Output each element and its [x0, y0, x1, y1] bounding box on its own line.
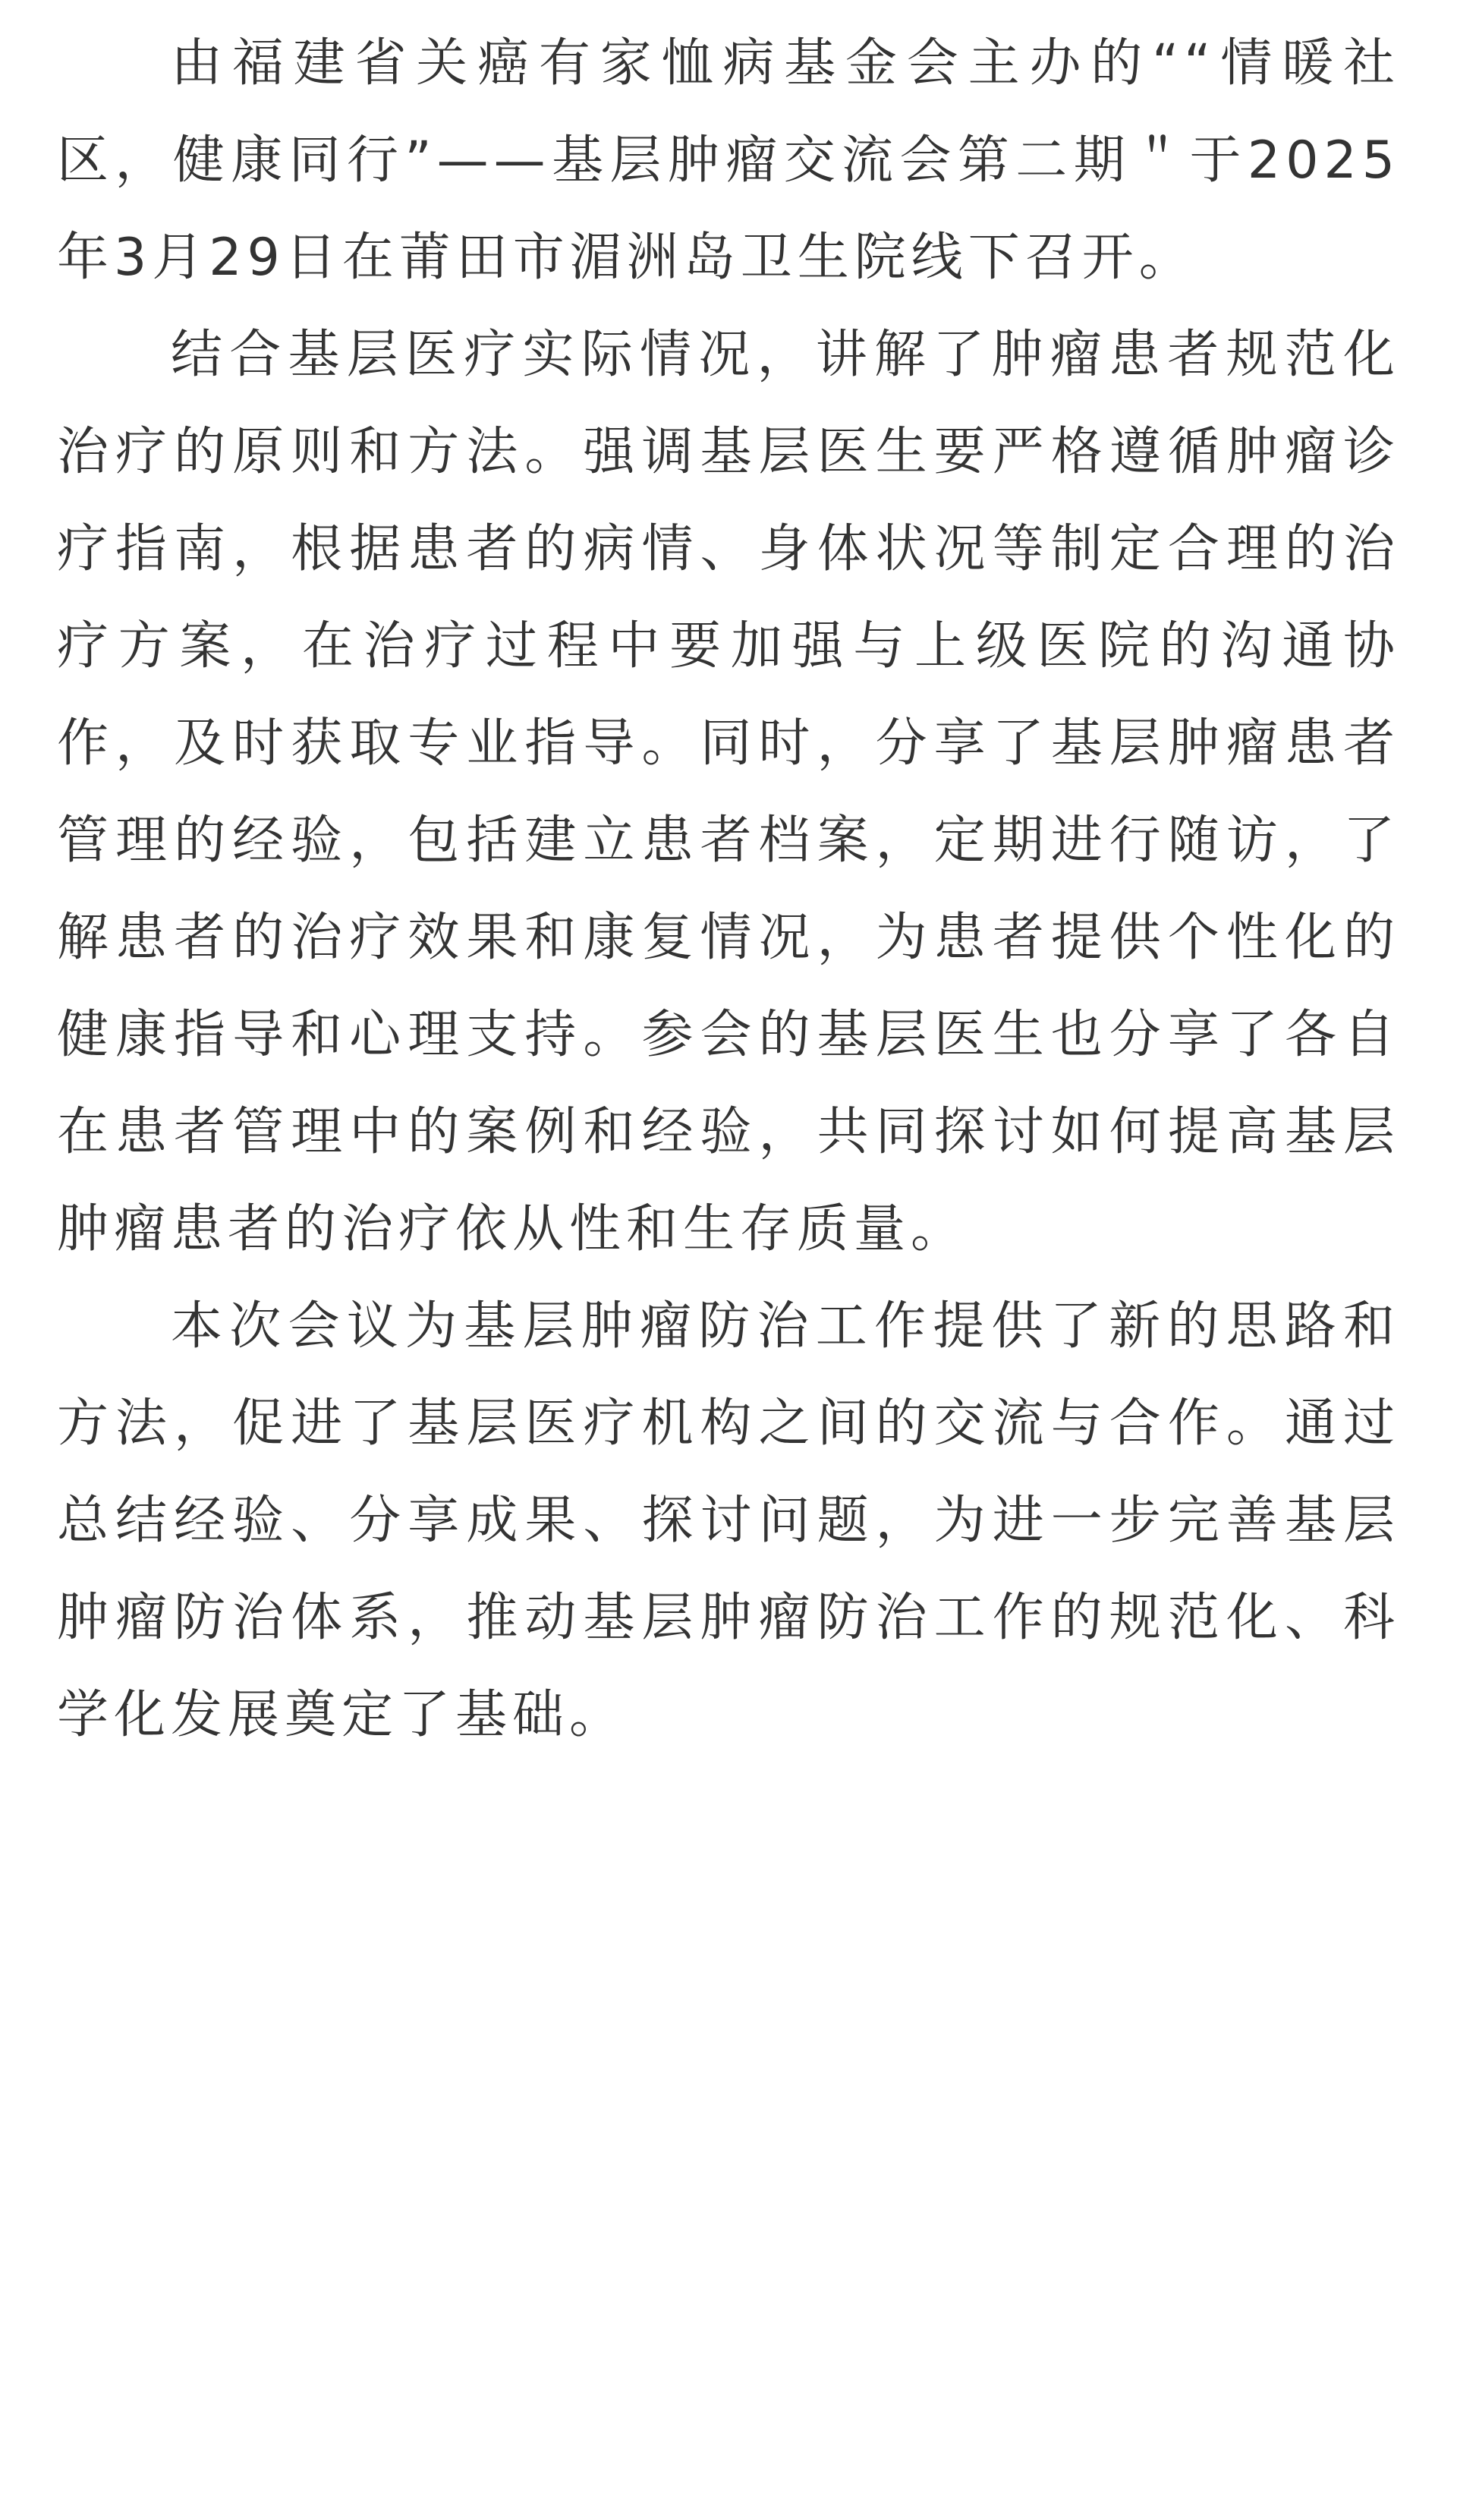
article-body [57, 15, 1400, 1764]
paragraph-conclusion: 本次会议为基层肿瘤防治工作提供了新的思路和方法，促进了基层医疗机构之间的交流与合作。通过总结经验、分享成果、探讨问题，为进一步完善基层肿瘤防治体系，推动基层肿瘤防治工作的规范化、科学化发展奠定了基础。 [57, 1296, 1400, 1745]
paragraph-content: 结合基层医疗实际情况，讲解了肿瘤患者规范化治疗的原则和方法。强调基层医生要严格遵循肿瘤诊疗指南，根据患者的病情、身体状况等制定合理的治疗方案，在治疗过程中要加强与上级医院的沟通协作，及时获取专业指导。同时，分享了基层肿瘤患者管理的经验，包括建立患者档案，定期进行随访，了解患者的治疗效果和康复情况，为患者提供个性化的健康指导和心理支持。参会的基层医生也分享了各自在患者管理中的案例和经验，共同探讨如何提高基层肿瘤患者的治疗依从性和生存质量。 [57, 325, 1400, 1259]
paragraph-intro: 由福建省关癌有家恤病基金会主办的““情暖社区，健康同行”——基层肿瘤交流会第二期＂于2025年3月29日在莆田市湄洲岛卫生院线下召开。 [57, 33, 1400, 288]
